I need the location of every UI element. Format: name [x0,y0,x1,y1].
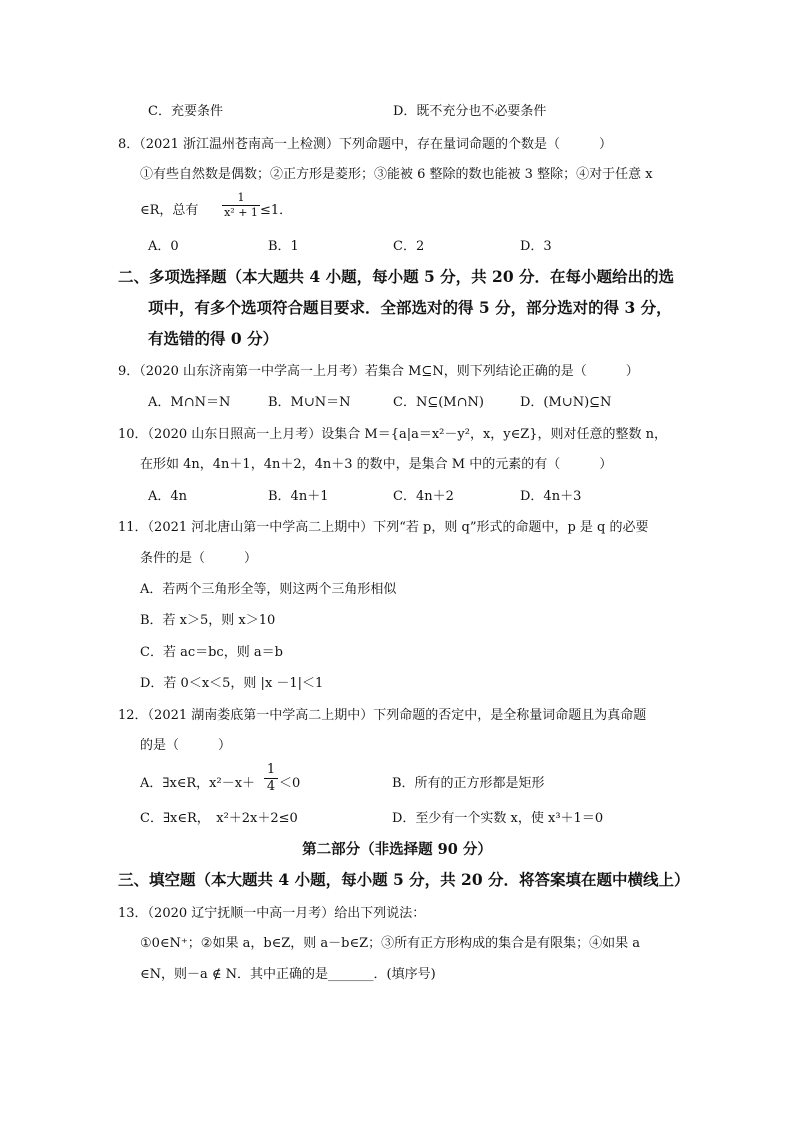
q9-option-b: B．M∪N＝N [268,395,351,410]
section2-heading-line1: 二、多项选择题（本大题共 4 小题，每小题 5 分，共 20 分．在每小题给出的选 [118,267,675,286]
q8-option-c: C．2 [393,239,425,254]
q8-statements-line2-pre: ∈R，总有 [140,203,199,218]
q9-option-d: D．(M∪N)⊆N [520,395,612,410]
section3-heading: 三、填空题（本大题共 4 小题，每小题 5 分，共 20 分．将答案填在题中横线上） [118,870,690,889]
q8-option-a: A．0 [148,239,179,254]
q8-statements-line2-post: ≤1． [260,203,293,218]
q7-option-d: D．既不充分也不必要条件 [393,104,547,119]
q10-option-b: B．4n＋1 [268,489,329,504]
q13-stem: 13．（2020 辽宁抚顺一中高一月考）给出下列说法： [118,906,426,921]
q12-stem: 12．（2021 湖南娄底第一中学高二上期中）下列命题的否定中，是全称量词命题且为真命题 [118,708,647,723]
q8-fraction [222,192,260,219]
q11-option-d: D．若 0＜x＜5，则 |x －1|＜1 [140,676,324,691]
q11-stem-line2: 条件的是（ ） [140,551,258,566]
q12-option-a-post: ＜0 [279,776,301,791]
q13-statements-line2: ∈N，则－a ∉ N．其中正确的是_______．(填序号) [140,967,436,982]
q8-fraction-denominator: x² + 1 [224,206,258,219]
q9-stem: 9．（2020 山东济南第一中学高一上月考）若集合 M⊆N，则下列结论正确的是（ ） [118,364,639,379]
q11-option-a: A．若两个三角形全等，则这两个三角形相似 [140,582,397,597]
q11-option-c: C．若 ac＝bc，则 a＝b [140,645,283,660]
q7-option-c: C．充要条件 [148,104,223,119]
q9-option-a: A．M∩N＝N [148,395,231,410]
q8-option-b: B．1 [268,239,299,254]
q11-stem: 11．（2021 河北唐山第一中学高二上期中）下列“若 p，则 q”形式的命题中，p 是 q 的必要 [118,520,649,535]
q8-option-d: D．3 [520,239,552,254]
q10-option-c: C．4n＋2 [393,489,454,504]
q12-option-b: B．所有的正方形都是矩形 [392,776,545,791]
q11-option-b: B．若 x＞5，则 x＞10 [140,613,276,628]
q8-statements-line1: ①有些自然数是偶数；②正方形是菱形；③能被 6 整除的数也能被 3 整除；④对于任意 x [140,167,653,182]
q13-statements-line1: ①0∈N⁺；②如果 a，b∈Z，则 a－b∈Z；③所有正方形构成的集合是有限集；④如果 a [140,936,641,951]
q8-fraction-numerator: 1 [237,191,245,204]
q12-option-c: C．∃x∈R， x²＋2x＋2≤0 [140,811,298,826]
section2-heading-line3: 有选错的得 0 分） [148,329,279,348]
q12-fraction-numerator: 1 [266,762,276,777]
q10-option-d: D．4n＋3 [520,489,582,504]
q12-option-a-fraction [264,763,278,794]
part2-title: 第二部分（非选择题 90 分） [302,841,492,858]
q10-stem-line2: 在形如 4n，4n＋1，4n＋2，4n＋3 的数中，是集合 M 中的元素的有（ ） [140,457,613,472]
q8-stem: 8．（2021 浙江温州苍南高一上检测）下列命题中，存在量词命题的个数是（ ） [118,137,612,152]
q12-stem-line2: 的是（ ） [140,738,232,753]
q10-option-a: A．4n [148,489,188,504]
section2-heading-line2: 项中，有多个选项符合题目要求．全部选对的得 5 分，部分选对的得 3 分， [148,298,672,317]
q12-fraction-denominator: 4 [266,779,276,794]
q12-option-a-pre: A．∃x∈R，x²－x＋ [140,776,256,791]
q9-option-c: C．N⊆(M∩N) [393,395,484,410]
q10-stem: 10．（2020 山东日照高一上月考）设集合 M＝{a|a＝x²－y²，x，y∈Z}，则对任意的整数 n， [118,427,668,442]
q12-option-d: D．至少有一个实数 x，使 x³＋1＝0 [392,811,604,826]
